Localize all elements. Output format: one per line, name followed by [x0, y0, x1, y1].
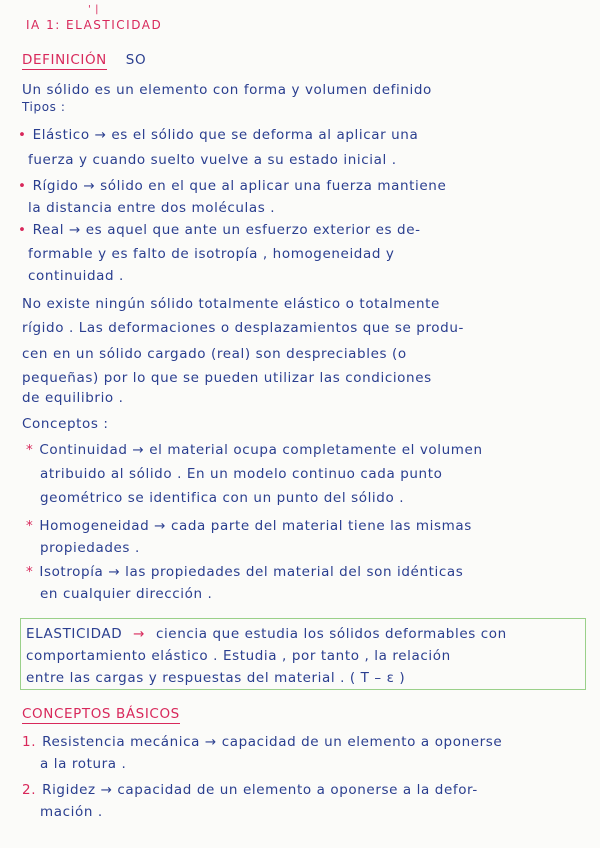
paragraph-line-1: No existe ningún sólido totalmente elástico o totalmente	[22, 296, 440, 312]
header-tick: ' |	[88, 4, 100, 15]
definicion-suffix: SO	[125, 52, 147, 68]
concepto-isotropia: * Isotropía → las propiedades del material del son idénticas	[26, 564, 464, 580]
bullet-star: *	[26, 442, 34, 458]
paragraph-line-5: de equilibrio .	[22, 390, 124, 406]
concepto-homogeneidad: * Homogeneidad → cada parte del material tiene las mismas	[26, 518, 472, 534]
concepto-continuidad-cont-2: geométrico se identifica con un punto del sólido .	[40, 490, 405, 506]
tipo-real: • Real → es aquel que ante un esfuerzo exterior es de-	[18, 222, 421, 238]
item-number: 1.	[22, 734, 37, 750]
tipo-real-cont-1: formable y es falto de isotropía , homogeneidad y	[28, 246, 395, 262]
conceptos-heading: Conceptos :	[22, 416, 109, 432]
item-number: 2.	[22, 782, 37, 798]
basico-resistencia: 1. Resistencia mecánica → capacidad de un elemento a oponerse	[22, 734, 503, 750]
arrow-icon: →	[133, 626, 146, 642]
box-line-3: entre las cargas y respuestas del material . ( T – ε )	[26, 670, 406, 686]
concepto-isotropia-cont: en cualquier dirección .	[40, 586, 213, 602]
definicion-line: Un sólido es un elemento con forma y volumen definido	[22, 82, 432, 98]
bullet-star: *	[26, 518, 34, 534]
box-label: ELASTICIDAD	[26, 626, 123, 642]
tipo-elastico-cont: fuerza y cuando suelto vuelve a su estado inicial .	[28, 152, 397, 168]
tipo-rigido-cont: la distancia entre dos moléculas .	[28, 200, 276, 216]
concepto-homogeneidad-cont: propiedades .	[40, 540, 140, 556]
basicos-heading-line	[22, 706, 180, 722]
tipo-rigido: • Rígido → sólido en el que al aplicar una fuerza mantiene	[18, 178, 447, 194]
bullet-dot: •	[18, 222, 27, 238]
concepto-continuidad: * Continuidad → el material ocupa completamente el volumen	[26, 442, 483, 458]
definicion-heading: DEFINICIÓN	[22, 52, 107, 68]
basico-rigidez: 2. Rigidez → capacidad de un elemento a oponerse a la defor-	[22, 782, 478, 798]
basico-rigidez-cont: mación .	[40, 804, 103, 820]
tipos-label: Tipos :	[22, 100, 66, 114]
bullet-dot: •	[18, 178, 27, 194]
paragraph-line-4: pequeñas) por lo que se pueden utilizar las condiciones	[22, 370, 432, 386]
box-line-2: comportamiento elástico . Estudia , por tanto , la relación	[26, 648, 451, 664]
paragraph-line-3: cen en un sólido cargado (real) son despreciables (o	[22, 346, 407, 362]
basico-resistencia-cont: a la rotura .	[40, 756, 127, 772]
concepto-continuidad-cont-1: atribuido al sólido . En un modelo continuo cada punto	[40, 466, 443, 482]
paragraph-line-2: rígido . Las deformaciones o desplazamientos que se produ-	[22, 320, 464, 336]
definicion-heading-line	[22, 52, 146, 68]
tipo-elastico: • Elástico → es el sólido que se deforma al aplicar una	[18, 127, 419, 143]
basicos-heading: CONCEPTOS BÁSICOS	[22, 706, 180, 722]
bullet-star: *	[26, 564, 34, 580]
page-title: IA 1: ELASTICIDAD	[26, 18, 163, 32]
tipo-real-cont-2: continuidad .	[28, 268, 124, 284]
box-line-1: ELASTICIDAD → ciencia que estudia los sólidos deformables con	[26, 626, 507, 642]
bullet-dot: •	[18, 127, 27, 143]
